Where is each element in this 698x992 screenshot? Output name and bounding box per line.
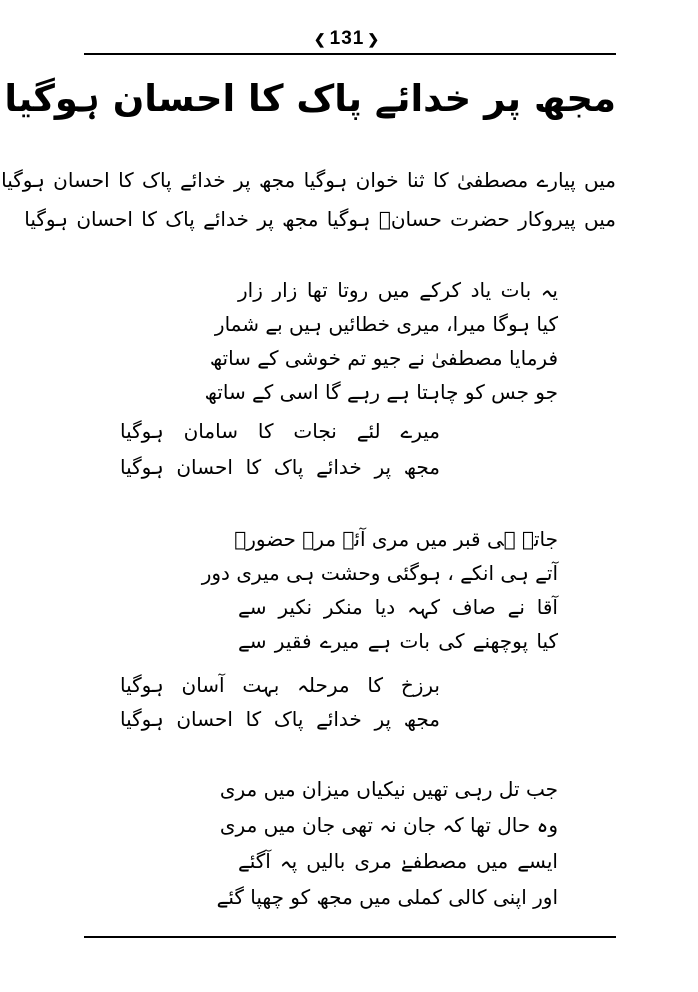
stanza-1-verse-2: کیا ہوگا میرا، میری خطائیں ہیں بے شمار [214, 312, 558, 336]
stanza-3-verse-3: ایسے میں مصطفےٰ مری بالیں پہ آگئے [238, 849, 558, 873]
stanza-2-verse-3: آقا نے صاف کہہ دیا منکر نکیر سے [238, 595, 558, 619]
stanza-3-verse-1: جب تل رہی تھیں نیکیاں میزان میں مری [219, 777, 558, 801]
stanza-2-verse-2: آتے ہی انکے ، ہوگئی وحشت ہی میری دور [201, 561, 558, 585]
stanza-1-verse-1: یہ بات یاد کرکے میں روتا تھا زار زار [238, 278, 558, 302]
top-rule [84, 53, 616, 55]
bottom-rule [84, 936, 616, 938]
stanza-3-verse-4: اور اپنی کالی کملی میں مجھ کو چھپا گئے [216, 885, 558, 909]
stanza-2-verse-1: جاتے ہی قبر میں مری آئے مرے حضورؐ [234, 527, 558, 551]
couplet-line-1: میں پیارے مصطفیٰ کا ثنا خوان ہوگیا مجھ پر خدائے پاک کا احسان ہوگیا [1, 168, 616, 192]
stanza-2-verse-4: کیا پوچھنے کی بات ہے میرے فقیر سے [238, 629, 558, 653]
stanza-2-refrain-2: مجھ پر خدائے پاک کا احسان ہوگیا [120, 707, 440, 731]
ornament-left-icon: ❮ [313, 30, 327, 47]
couplet-line-2: میں پیروکار حضرت حسانؓ ہوگیا مجھ پر خدائے پاک کا احسان ہوگیا [24, 207, 616, 231]
stanza-1-refrain-1: میرے لئے نجات کا سامان ہوگیا [120, 419, 440, 443]
ornament-right-icon: ❯ [367, 30, 381, 47]
stanza-1-refrain-2: مجھ پر خدائے پاک کا احسان ہوگیا [120, 455, 440, 479]
page-number [302, 26, 392, 52]
stanza-1-verse-3: فرمایا مصطفیٰ نے جیو تم خوشی کے ساتھ [209, 346, 558, 370]
stanza-3-verse-2: وہ حال تھا کہ جان نہ تھی جان میں مری [219, 813, 558, 837]
page-number-text: 131 [329, 28, 365, 49]
stanza-2-refrain-1: برزخ کا مرحلہ بہت آسان ہوگیا [120, 673, 440, 697]
stanza-1-verse-4: جو جس کو چاہتا ہے رہے گا اسی کے ساتھ [204, 380, 558, 404]
poem-title: مجھ پر خدائے پاک کا احسان ہوگیا [4, 77, 616, 120]
